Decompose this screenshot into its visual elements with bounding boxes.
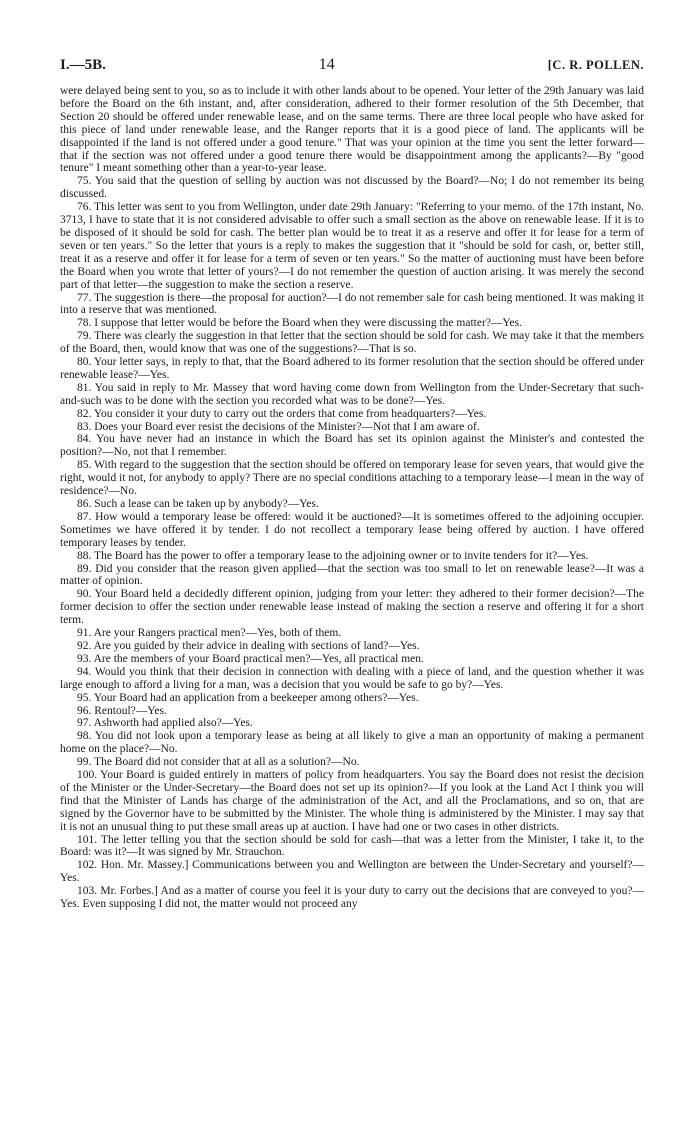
paragraph: 79. There was clearly the suggestion in that letter that the section should be sold for cash. We may take it that the members of the Board, then, would know that was one of the suggestions?—That is so. [60, 330, 644, 356]
paragraph: 83. Does your Board ever resist the decisions of the Minister?—Not that I am aware of. [77, 420, 480, 433]
paragraph: 89. Did you consider that the reason given applied—that the section was too small to let on renewable lease?—It was a matter of opinion. [60, 562, 644, 588]
paragraph: 101. The letter telling you that the section should be sold for cash—that was a letter from the Minister, I take it, to the Board: was it?—It was signed by Mr. Strauchon. [60, 833, 644, 859]
witness-name: [C. R. POLLEN. [547, 58, 644, 72]
paragraph: 90. Your Board held a decidedly different opinion, judging from your letter: they adhered to their former decision?—The former decision to offer the section under renewable lease instead of making the section a reserve and offering it for a short term. [60, 588, 644, 627]
paragraph: 98. You did not look upon a temporary lease as being at all likely to give a man an opportunity of making a permanent home on the place?—No. [60, 730, 644, 756]
paragraph: 80. Your letter says, in reply to that, that the Board adhered to its former resolution that the section should be offered under renewable lease?—Yes. [60, 356, 644, 381]
paragraph: 103. Mr. Forbes.] And as a matter of course you feel it is your duty to carry out the decisions that are conveyed to you?—Yes. Even supposing I did not, the matter would not proceed any [60, 885, 644, 911]
evidence-text [60, 85, 644, 911]
paragraph: 87. How would a temporary lease be offered: would it be auctioned?—It is sometimes offered to the adjoining occupier. Sometimes we have offered it by tender. I do not recollect a temporary lease being offered by auction. I have offered temporary leases by tender. [60, 510, 644, 549]
paragraph: 82. You consider it your duty to carry out the orders that come from headquarters?—Yes. [77, 407, 487, 420]
paragraph: 94. Would you think that their decision in connection with dealing with a piece of land, and the question whether it was large enough to afford a living for a man, was a decision that you would be safe to go by?—Yes. [60, 665, 644, 691]
paragraph: 85. With regard to the suggestion that the section should be offered on temporary lease for seven years, that would give the right, would it not, for anybody to apply? There are no special conditions attaching to a temporary lease—I mean in the way of residence?—No. [60, 459, 644, 498]
paragraph: 93. Are the members of your Board practical men?—Yes, all practical men. [77, 652, 424, 665]
paragraph: 76. This letter was sent to you from Wellington, under date 29th January: "Referring to your memo. of the 17th instant, No. 3713, I have to state that it is not considered advisable to offer such a small section as the above on renewable lease. If it is to be disposed of it should be sold for cash. The better plan would be to treat it as a reserve and offer it for lease for a term of seven or ten years." So the letter that yours is a reply to makes the suggestion that it "should be sold for cash, or, better still, treat it as a reserve and offer it for lease for a term of seven or ten years." So the matter of auctioning must have been before the Board when you wrote that letter of yours?—I do not remember the question of auction arising. It was merely the second part of that letter—the suggestion to make the section a reserve. [60, 201, 644, 291]
paragraph: 75. You said that the question of selling by auction was not discussed by the Board?—No; I do not remember its being discussed. [60, 175, 644, 201]
paragraph: 97. Ashworth had applied also?—Yes. [77, 717, 253, 730]
paragraph: 95. Your Board had an application from a beekeeper among others?—Yes. [77, 691, 419, 704]
page-header [60, 56, 644, 74]
paragraph: 91. Are your Rangers practical men?—Yes, both of them. [77, 627, 342, 640]
paragraph: 96. Rentoul?—Yes. [77, 704, 167, 717]
paragraph: 81. You said in reply to Mr. Massey that word having come down from Wellington from the Under-Secretary that such-and-such was to be done with the section you recorded what was to be done?—Yes. [60, 381, 644, 407]
paragraph: 102. Hon. Mr. Massey.] Communications between you and Wellington are between the Under-Secretary and yourself?—Yes. [60, 859, 644, 885]
paragraph: were delayed being sent to you, so as to include it with other lands about to be opened. Your letter of the 29th January was laid before the Board on the 6th instant, and, after consideration, adhered to their former resolution of the 5th December, that Section 20 should be offered under renewable lease, and on the same terms. There are three local people who have asked for this piece of land under renewable lease, and the Ranger reports that it is a good piece of land. The applicants will be disappointed if the land is not offered under a good tenure." That was your opinion at the time you sent the letter forward—that if the section was not offered under a good tenure there would be disappointment among the applicants?—By "good tenure" I meant something other than a year-to-year lease. [60, 85, 644, 175]
document-reference: I.—5B. [60, 57, 106, 73]
paragraph: 84. You have never had an instance in which the Board has set its opinion against the Minister's and contested the position?—No, not that I remember. [60, 433, 644, 459]
paragraph: 86. Such a lease can be taken up by anybody?—Yes. [77, 498, 319, 510]
paragraph: 92. Are you guided by their advice in dealing with sections of land?—Yes. [77, 639, 420, 652]
paragraph: 88. The Board has the power to offer a temporary lease to the adjoining owner or to invite tenders for it?—Yes. [77, 549, 589, 562]
paragraph: 78. I suppose that letter would be before the Board when they were discussing the matter?—Yes. [77, 317, 522, 330]
paragraph: 99. The Board did not consider that at all as a solution?—No. [77, 756, 360, 769]
paragraph: 77. The suggestion is there—the proposal for auction?—I do not remember sale for cash being mentioned. It was making it into a reserve that was mentioned. [60, 291, 644, 317]
page-number: 14 [318, 56, 335, 73]
paragraph: 100. Your Board is guided entirely in matters of policy from headquarters. You say the Board does not resist the decision of the Minister or the Under-Secretary—the Board does not set up its opinion?—If you look at the Land Act I think you will find that the Minister of Lands has charge of the administration of the Act, and all the Proclamations, and so on, that are signed by the Governor have to be submitted by the Minister. The whole thing is administered by the Minister. I may say that it is not an unusual thing to put these small areas up at auction. I have had one or two cases in other districts. [60, 769, 644, 833]
